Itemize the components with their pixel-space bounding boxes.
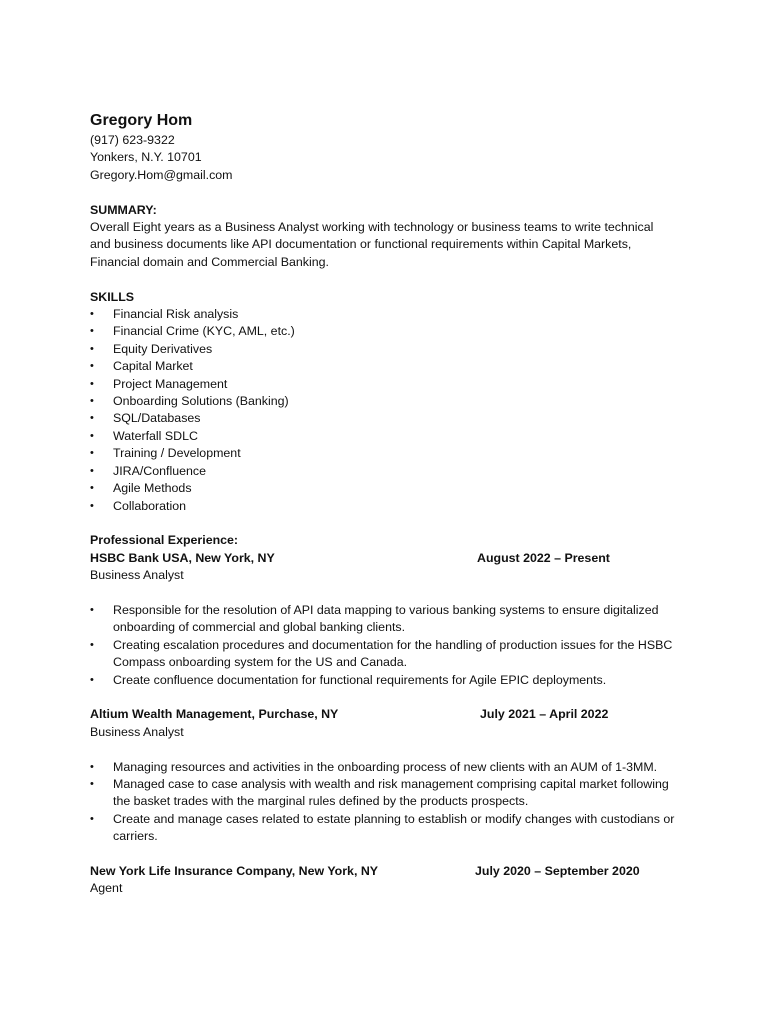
employment-dates: August 2022 – Present [477, 550, 610, 565]
company-name: New York Life Insurance Company, New York, NY [90, 863, 379, 878]
job-header [90, 706, 690, 723]
list-item: • JIRA/Confluence [90, 463, 690, 480]
bullet-icon: • [90, 499, 94, 512]
bullet-icon: • [90, 464, 94, 477]
bullet-icon: • [90, 325, 94, 338]
bullet-icon: • [90, 447, 94, 460]
bullet-icon: • [90, 412, 94, 425]
employment-dates: July 2020 – September 2020 [475, 863, 640, 878]
list-item: • Responsible for the resolution of API data mapping to various banking systems to ensure digitalized onboarding of commercial and global banking clients. [90, 602, 659, 635]
bullet-icon: • [90, 603, 94, 616]
job-header [90, 550, 690, 567]
job-title: Agent [90, 881, 123, 896]
list-item: • Agile Methods [90, 480, 690, 497]
company-name: HSBC Bank USA, New York, NY [90, 550, 275, 565]
skills-heading: SKILLS [90, 289, 135, 304]
summary-heading: SUMMARY: [90, 202, 157, 217]
list-item: • Managing resources and activities in the onboarding process of new clients with an AUM of 1-3MM. [90, 759, 678, 776]
phone-number: (917) 623-9322 [90, 133, 175, 147]
bullet-icon: • [90, 482, 94, 495]
bullet-icon: • [90, 638, 94, 651]
email-address: Gregory.Hom@gmail.com [90, 167, 233, 182]
candidate-name: Gregory Hom [90, 112, 193, 129]
list-item: • Create confluence documentation for functional requirements for Agile EPIC deployments. [90, 672, 678, 689]
employment-dates: July 2021 – April 2022 [480, 707, 609, 722]
bullet-icon: • [90, 429, 94, 442]
spacer [90, 515, 690, 532]
job-entry-hsbc [90, 550, 690, 689]
bullet-icon: • [90, 395, 94, 408]
list-item: • Creating escalation procedures and documentation for the handling of production issues for the HSBC Compass onboarding system for the US and Canada. [90, 637, 673, 670]
job-entry-altium [90, 706, 690, 845]
list-item: • Managed case to case analysis with wealth and risk management comprising capital market following the basket trades with the marginal rules defined by the products prospects. [90, 776, 669, 809]
list-item: • Capital Market [90, 358, 690, 375]
company-name: Altium Wealth Management, Purchase, NY [90, 707, 339, 722]
list-item: • SQL/Databases [90, 410, 690, 427]
job-header [90, 863, 690, 880]
bullet-icon: • [90, 760, 94, 773]
address: Yonkers, N.Y. 10701 [90, 150, 202, 165]
list-item: • Equity Derivatives [90, 341, 690, 358]
spacer [90, 585, 690, 602]
summary-text: Overall Eight years as a Business Analyst working with technology or business teams to write technical and business documents like API documentation or functional requirements within Capital Markets, Financial domain and Commercial Banking. [90, 220, 654, 269]
bullet-icon: • [90, 812, 94, 825]
job-title: Business Analyst [90, 568, 184, 583]
list-item: • Create and manage cases related to estate planning to establish or modify changes with custodians or carriers. [90, 811, 675, 844]
experience-heading: Professional Experience: [90, 533, 239, 548]
list-item: • Financial Crime (KYC, AML, etc.) [90, 323, 690, 340]
bullet-icon: • [90, 308, 94, 321]
list-item: • Collaboration [90, 498, 690, 515]
spacer [90, 741, 690, 758]
job-title: Business Analyst [90, 724, 184, 739]
skills-list [90, 306, 690, 515]
bullet-icon: • [90, 377, 94, 390]
resume-page [90, 110, 690, 898]
list-item: • Waterfall SDLC [90, 428, 690, 445]
bullet-icon: • [90, 777, 94, 790]
list-item: • Training / Development [90, 445, 690, 462]
spacer [90, 689, 690, 706]
spacer [90, 271, 690, 288]
bullet-icon: • [90, 360, 94, 373]
responsibilities-list [90, 602, 678, 689]
list-item: • Onboarding Solutions (Banking) [90, 393, 690, 410]
list-item: • Project Management [90, 376, 690, 393]
spacer [90, 846, 690, 863]
job-entry-new-york-life [90, 863, 690, 898]
bullet-icon: • [90, 673, 94, 686]
responsibilities-list [90, 759, 678, 846]
bullet-icon: • [90, 342, 94, 355]
list-item: • Financial Risk analysis [90, 306, 690, 323]
spacer [90, 184, 690, 201]
